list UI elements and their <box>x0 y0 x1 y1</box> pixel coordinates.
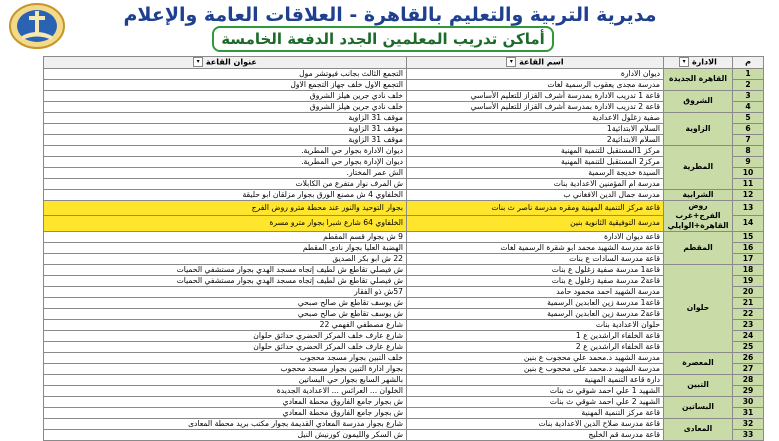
table-row <box>44 167 764 178</box>
table-header-row <box>44 57 764 69</box>
hall-name-cell: قاعة1 مدرسة صفية زغلول ع بنات <box>407 264 664 275</box>
table-row <box>44 374 764 385</box>
hall-name-cell: مدرسة ام المؤمنين الاعدادية بنات <box>407 178 664 189</box>
row-number-cell: 5 <box>733 112 764 123</box>
hall-name-cell: ديوان الادارة <box>407 68 664 79</box>
department-cell: المطرية <box>664 145 733 189</box>
table-row <box>44 200 764 216</box>
row-number-cell: 25 <box>733 341 764 352</box>
hall-address-cell: موقف 31 الزاوية <box>44 123 407 134</box>
hall-address-cell: بالشهر السابع بجوار حي البساتين <box>44 374 407 385</box>
hall-name-cell: الشهيد 1 علي احمد شوقي ث بنات <box>407 385 664 396</box>
hall-address-cell: الهضبة العليا بجوار نادى المقطم <box>44 242 407 253</box>
table-row <box>44 407 764 418</box>
row-number-cell: 12 <box>733 189 764 200</box>
row-number-cell: 21 <box>733 297 764 308</box>
table-row <box>44 385 764 396</box>
hall-address-cell: شارع عارف خلف المركز الحضري حدائق حلوان <box>44 341 407 352</box>
row-number-cell: 9 <box>733 156 764 167</box>
filter-dropdown-icon[interactable]: ▾ <box>193 57 203 67</box>
table-row <box>44 145 764 156</box>
row-number-cell: 27 <box>733 363 764 374</box>
row-number-cell: 1 <box>733 68 764 79</box>
column-header-addr[interactable]: عنوان القاعة ▾ <box>44 57 407 69</box>
table-row <box>44 90 764 101</box>
table-row <box>44 101 764 112</box>
row-number-cell: 33 <box>733 429 764 440</box>
hall-address-cell: الخلفاوي 4 ش مصنع الورق بجوار مزلقان ابو حليقة <box>44 189 407 200</box>
hall-address-cell: ش فيصلي تقاطع ش لطيف إتجاه مسجد الهدي بجوار مستشفي الحميات <box>44 264 407 275</box>
hall-address-cell: ديوان الإدارة بجوار حي المطرية. <box>44 156 407 167</box>
table-row <box>44 216 764 232</box>
training-locations-table <box>43 56 754 439</box>
hall-name-cell: قاعة مدرسة السادات ع بنات <box>407 253 664 264</box>
table-row <box>44 308 764 319</box>
hall-address-cell: ش السكر والليمون كورنيش النيل <box>44 429 407 440</box>
table-row <box>44 156 764 167</box>
hall-name-cell: قاعة الخلفاء الراشدين ع 1 <box>407 330 664 341</box>
row-number-cell: 23 <box>733 319 764 330</box>
table-row <box>44 429 764 440</box>
hall-name-cell: قاعة2 مدرسة صفية زغلول ع بنات <box>407 275 664 286</box>
hall-name-cell: حلوان الاعدادية بنات <box>407 319 664 330</box>
hall-name-cell: مركز2 المستقبل للتنمية المهنية <box>407 156 664 167</box>
table-row <box>44 123 764 134</box>
hall-name-cell: قاعة مدرسة صلاح الدين الاعدادية بنات <box>407 418 664 429</box>
table-row <box>44 264 764 275</box>
table-row <box>44 352 764 363</box>
row-number-cell: 13 <box>733 200 764 216</box>
hall-address-cell: ش يوسف تقاطع ش صالح صبحي <box>44 308 407 319</box>
hall-address-cell: بجوار ادارة التبين بجوار مسجد محجوب <box>44 363 407 374</box>
hall-address-cell: الش عمر المختار. <box>44 167 407 178</box>
row-number-cell: 19 <box>733 275 764 286</box>
hall-address-cell: 9 ش بجوار قسم المقطم <box>44 231 407 242</box>
hall-address-cell: ش بجوار جامع الفاروق محطة المعادي <box>44 407 407 418</box>
row-number-cell: 14 <box>733 216 764 232</box>
hall-name-cell: السلام الابتدائية2 <box>407 134 664 145</box>
hall-name-cell: صفية زغلول الاعدادية <box>407 112 664 123</box>
hall-name-cell: قاعة الخلفاء الراشدين ع 2 <box>407 341 664 352</box>
table-row <box>44 396 764 407</box>
hall-name-cell: مدرسة الشهيد احمد محمود حامد <box>407 286 664 297</box>
filter-dropdown-icon[interactable]: ▾ <box>679 57 689 67</box>
row-number-cell: 31 <box>733 407 764 418</box>
table-row <box>44 112 764 123</box>
department-cell: التبين <box>664 374 733 396</box>
hall-name-cell: مركز 1المستقبل للتنمية المهنية <box>407 145 664 156</box>
table-row <box>44 68 764 79</box>
row-number-cell: 3 <box>733 90 764 101</box>
hall-name-cell: قاعة 1 تدريب الادارة بمدرسة أشرف القزاز للتعليم الأساسي <box>407 90 664 101</box>
ministry-logo-icon <box>8 2 66 50</box>
row-number-cell: 16 <box>733 242 764 253</box>
page-title: مديرية التربية والتعليم بالقاهرة - العلاقات العامة والإعلام <box>123 4 657 26</box>
table-row <box>44 178 764 189</box>
hall-name-cell: قاعة مدرسة قم الخليج <box>407 429 664 440</box>
row-number-cell: 7 <box>733 134 764 145</box>
hall-name-cell: السيدة خديجة الرسمية <box>407 167 664 178</box>
hall-name-cell: قاعة ديوان الادارة <box>407 231 664 242</box>
row-number-cell: 10 <box>733 167 764 178</box>
row-number-cell: 11 <box>733 178 764 189</box>
table-row <box>44 189 764 200</box>
row-number-cell: 24 <box>733 330 764 341</box>
hall-address-cell: ش بجوار جامع الفاروق محطة المعادي <box>44 396 407 407</box>
filter-dropdown-icon[interactable]: ▾ <box>506 57 516 67</box>
hall-name-cell: قاعة2 مدرسة زين العابدين الرسمية <box>407 308 664 319</box>
table-row <box>44 330 764 341</box>
hall-name-cell: مدرسة مجدى يعقوب الرسمية لغات <box>407 79 664 90</box>
hall-address-cell: شارع مصطفي الفهمي 22 <box>44 319 407 330</box>
department-cell: البساتين <box>664 396 733 418</box>
table-row <box>44 286 764 297</box>
column-header-dept[interactable]: الادارة ▾ <box>664 57 733 69</box>
table-row <box>44 275 764 286</box>
table-row <box>44 363 764 374</box>
hall-address-cell: الخلفاوي 64 شارع شبرا بجوار مترو مسرة <box>44 216 407 232</box>
row-number-cell: 22 <box>733 308 764 319</box>
column-header-num[interactable]: م <box>733 57 764 69</box>
hall-address-cell: ش المرف نوار متفرع من الكابلات <box>44 178 407 189</box>
department-cell: القاهرة الجديدة <box>664 68 733 90</box>
row-number-cell: 15 <box>733 231 764 242</box>
hall-address-cell: ش يوسف تقاطع ش صالح صبحي <box>44 297 407 308</box>
hall-address-cell: التجمع الاول خلف جهاز التجمع الاول <box>44 79 407 90</box>
row-number-cell: 29 <box>733 385 764 396</box>
hall-address-cell: ديوان الادارة بجوار حي المطرية. <box>44 145 407 156</box>
row-number-cell: 17 <box>733 253 764 264</box>
row-number-cell: 28 <box>733 374 764 385</box>
table-row <box>44 319 764 330</box>
hall-name-cell: قاعة مدرسة الشهيد محمد ابو شقرة الرسمية لغات <box>407 242 664 253</box>
table-row <box>44 341 764 352</box>
table-row <box>44 242 764 253</box>
hall-address-cell: التجمع الثالث بجانب فيوتشر مول <box>44 68 407 79</box>
hall-name-cell: الشهيد 2 علي احمد شوقي ث بنات <box>407 396 664 407</box>
column-header-name[interactable]: اسم القاعة ▾ <box>407 57 664 69</box>
department-cell: الزاوية <box>664 112 733 145</box>
hall-address-cell: خلف نادي جرين هيلز الشروق <box>44 101 407 112</box>
hall-name-cell: مدرسة الشهيد د.محمد على محجوب ع بنين <box>407 363 664 374</box>
hall-name-cell: مدرسة جمال الدين الافغاني ب <box>407 189 664 200</box>
hall-address-cell: موقف 31 الزاوية <box>44 112 407 123</box>
hall-address-cell: شارع بجوار مدرسة المعادي القديمة بجوار مكتب بريد محطة المعادى <box>44 418 407 429</box>
hall-address-cell: ش فيصلي تقاطع ش لطيف إتجاه مسجد الهدي بجوار مستشفي الحميات <box>44 275 407 286</box>
row-number-cell: 32 <box>733 418 764 429</box>
hall-address-cell: موقف 31 الزاوية <box>44 134 407 145</box>
table-row <box>44 231 764 242</box>
department-cell: روض الفرج+غرب القاهرة+الوايلي <box>664 200 733 231</box>
hall-name-cell: قاعة مركز التنمية المهنية ومقره مدرسة ناصر ث بنات <box>407 200 664 216</box>
table-row <box>44 253 764 264</box>
table-row <box>44 79 764 90</box>
row-number-cell: 6 <box>733 123 764 134</box>
hall-address-cell: 57ش ذو الفقار <box>44 286 407 297</box>
hall-name-cell: مدرسة الشهيد د.محمد علي محجوب ع بنين <box>407 352 664 363</box>
hall-name-cell: دارة قاعة التنمية المهنية <box>407 374 664 385</box>
hall-address-cell: خلف التبين بجوار مسجد محجوب <box>44 352 407 363</box>
hall-name-cell: قاعة1 مدرسة زين العابدين الرسمية <box>407 297 664 308</box>
hall-address-cell: الخلوان ... العرائس ... الاعدادية الجديدة <box>44 385 407 396</box>
hall-address-cell: بجوار التوحيد والنور عند محطة مترو روض الفرج <box>44 200 407 216</box>
row-number-cell: 4 <box>733 101 764 112</box>
row-number-cell: 18 <box>733 264 764 275</box>
hall-name-cell: قاعة 2 تدريب الادارة بمدرسة أشرف القزاز للتعليم الأساسي <box>407 101 664 112</box>
row-number-cell: 26 <box>733 352 764 363</box>
department-cell: المعادى <box>664 418 733 440</box>
hall-name-cell: مدرسة التوفيقية الثانوية بنين <box>407 216 664 232</box>
hall-address-cell: شارع عارف خلف المركز الحضري حدائق حلوان <box>44 330 407 341</box>
row-number-cell: 20 <box>733 286 764 297</box>
department-cell: المقطم <box>664 231 733 264</box>
department-cell: حلوان <box>664 264 733 352</box>
row-number-cell: 8 <box>733 145 764 156</box>
row-number-cell: 2 <box>733 79 764 90</box>
hall-address-cell: 22 ش ابو بكر الصديق <box>44 253 407 264</box>
department-cell: الشرابية <box>664 189 733 200</box>
subtitle-banner: أماكن تدريب المعلمين الجدد الدفعة الخامسة <box>212 26 554 52</box>
row-number-cell: 30 <box>733 396 764 407</box>
hall-name-cell: السلام الابتدائية1 <box>407 123 664 134</box>
table-row <box>44 418 764 429</box>
table-row <box>44 297 764 308</box>
department-cell: الشروق <box>664 90 733 112</box>
table-row <box>44 134 764 145</box>
hall-address-cell: خلف نادي جرين هيلز الشروق <box>44 90 407 101</box>
department-cell: المعصرة <box>664 352 733 374</box>
hall-name-cell: قاعة مركز التنمية المهنية <box>407 407 664 418</box>
